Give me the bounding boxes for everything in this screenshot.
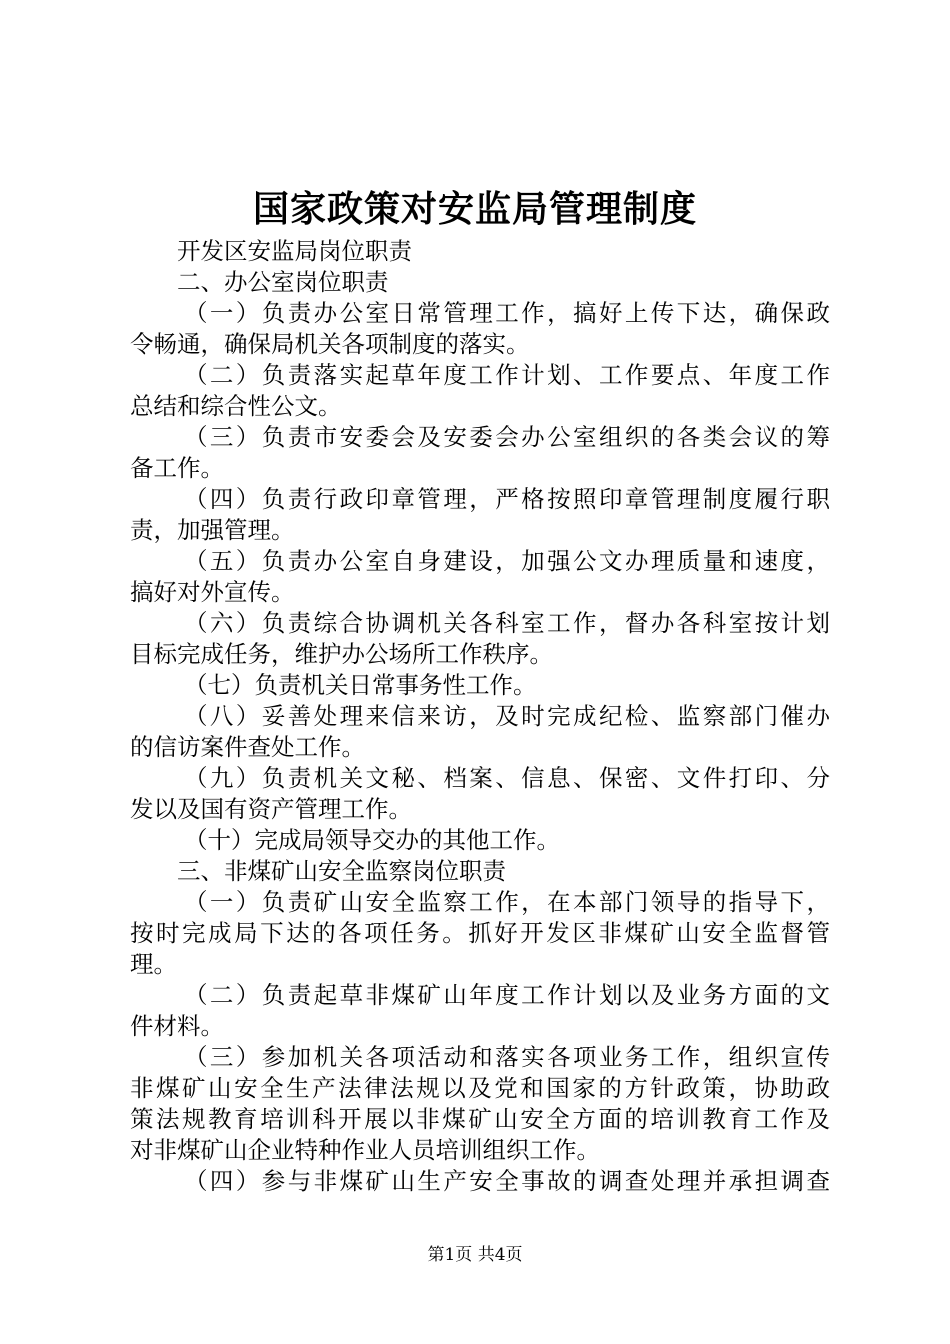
paragraph-line: 非煤矿山安全生产法律法规以及党和国家的方针政策，协助政 [130, 1074, 830, 1102]
page-footer: 第1页 共4页 [427, 1245, 523, 1265]
paragraph-line: 搞好对外宣传。 [130, 578, 295, 606]
paragraph-line: 对非煤矿山企业特种作业人员培训组织工作。 [130, 1136, 600, 1164]
paragraph-line: 发以及国有资产管理工作。 [130, 795, 412, 823]
paragraph-line: （七）负责机关日常事务性工作。 [184, 671, 537, 699]
page-title: 国家政策对安监局管理制度 [252, 188, 697, 230]
paragraph-line: （四）负责行政印章管理，严格按照印章管理制度履行职 [184, 485, 830, 513]
paragraph-line: 目标完成任务，维护办公场所工作秩序。 [130, 640, 553, 668]
paragraph-line: （三）负责市安委会及安委会办公室组织的各类会议的筹 [184, 423, 830, 451]
paragraph-line: 的信访案件查处工作。 [130, 733, 365, 761]
paragraph-line: （六）负责综合协调机关各科室工作，督办各科室按计划 [184, 609, 830, 637]
paragraph-line: （十）完成局领导交办的其他工作。 [184, 826, 560, 854]
paragraph-line: 策法规教育培训科开展以非煤矿山安全方面的培训教育工作及 [130, 1105, 830, 1133]
paragraph-line: 令畅通，确保局机关各项制度的落实。 [130, 330, 530, 358]
section-heading: 开发区安监局岗位职责 [177, 237, 412, 265]
paragraph-line: （一）负责办公室日常管理工作，搞好上传下达，确保政 [184, 299, 830, 327]
section-heading: 二、办公室岗位职责 [177, 268, 389, 296]
paragraph-line: 件材料。 [130, 1012, 224, 1040]
section-heading: 三、非煤矿山安全监察岗位职责 [177, 857, 506, 885]
paragraph-line: （九）负责机关文秘、档案、信息、保密、文件打印、分 [184, 764, 830, 792]
paragraph-line: （一）负责矿山安全监察工作，在本部门领导的指导下， [184, 888, 830, 916]
paragraph-line: （四）参与非煤矿山生产安全事故的调查处理并承担调查 [184, 1167, 830, 1195]
paragraph-line: 责，加强管理。 [130, 516, 295, 544]
paragraph-line: 按时完成局下达的各项任务。抓好开发区非煤矿山安全监督管 [130, 919, 830, 947]
paragraph-line: （二）负责起草非煤矿山年度工作计划以及业务方面的文 [184, 981, 830, 1009]
paragraph-line: 备工作。 [130, 454, 224, 482]
paragraph-line: 总结和综合性公文。 [130, 392, 342, 420]
paragraph-line: （八）妥善处理来信来访，及时完成纪检、监察部门催办 [184, 702, 830, 730]
paragraph-line: （三）参加机关各项活动和落实各项业务工作，组织宣传 [184, 1043, 830, 1071]
paragraph-line: （二）负责落实起草年度工作计划、工作要点、年度工作 [184, 361, 830, 389]
paragraph-line: （五）负责办公室自身建设，加强公文办理质量和速度， [184, 547, 830, 575]
paragraph-line: 理。 [130, 950, 177, 978]
document-body [130, 236, 830, 1197]
